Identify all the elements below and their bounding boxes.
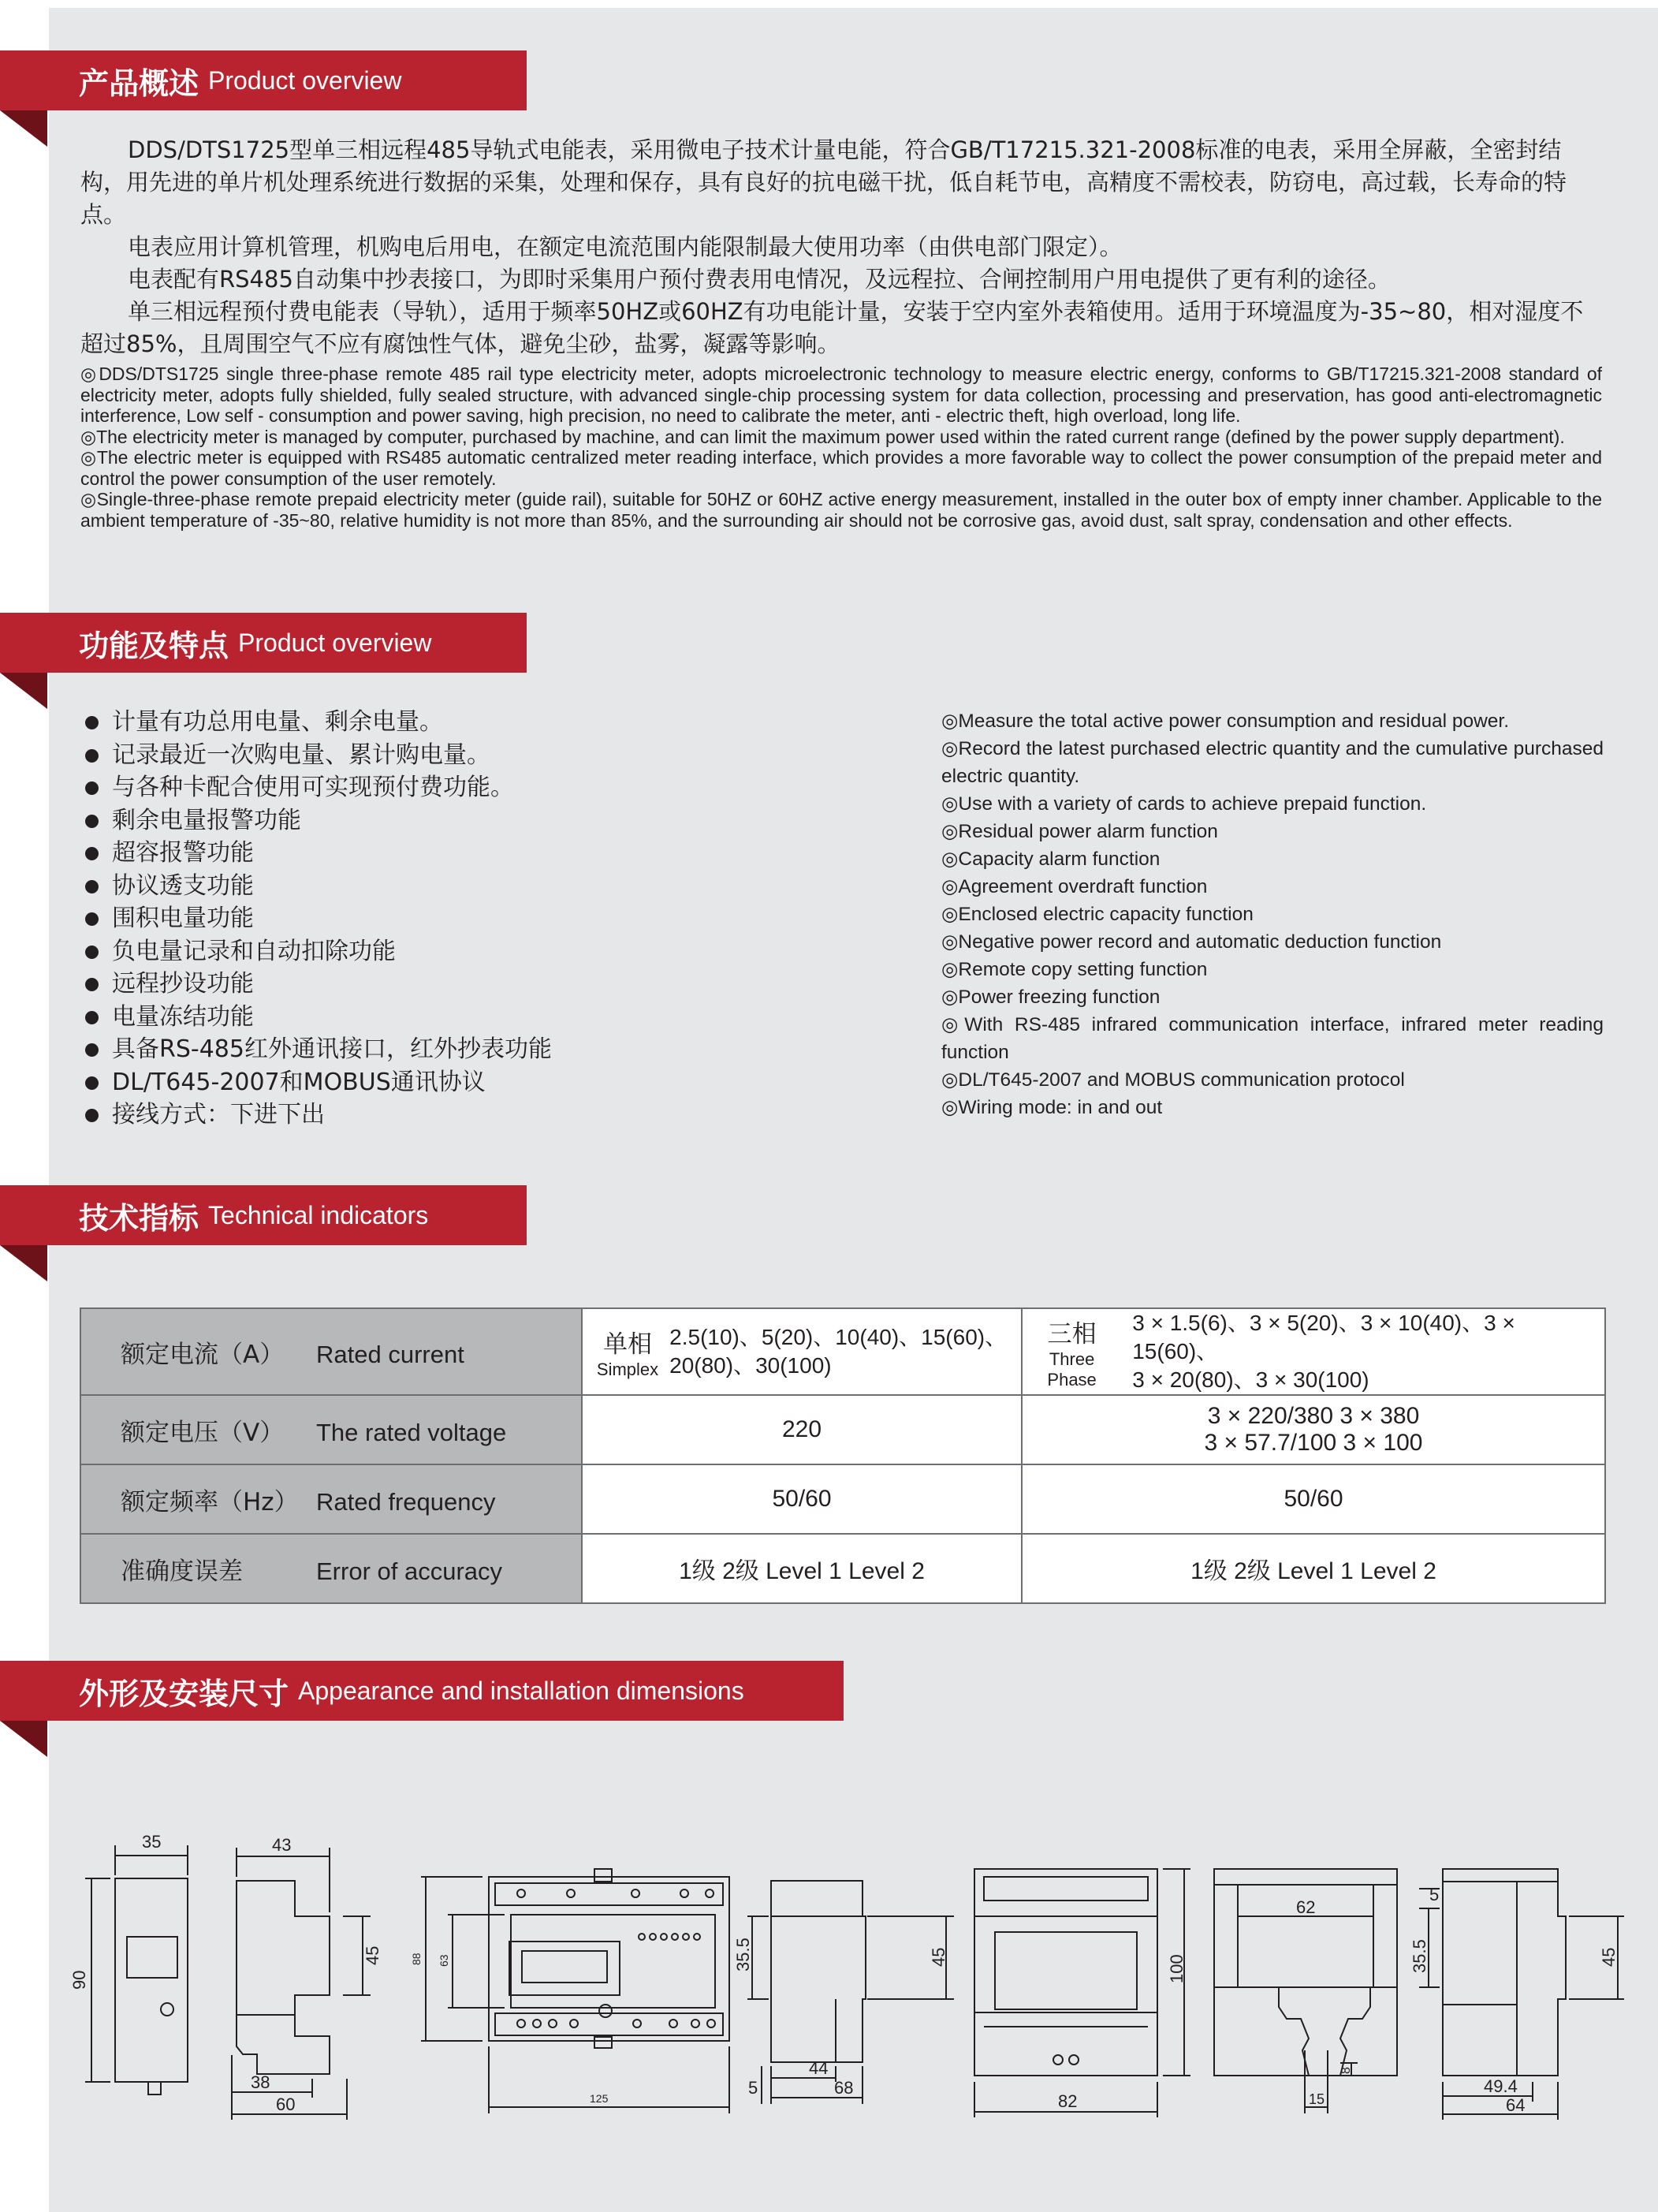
dim-label: 35.5 — [1410, 1939, 1429, 1973]
spec-value-single: 1级 2级 Level 1 Level 2 — [582, 1534, 1022, 1603]
feature-item-en: ◎Agreement overdraft function — [941, 876, 1208, 897]
dim-label: 5 — [1429, 1885, 1440, 1904]
feature-item-en: ◎Negative power record and automatic deduction function — [941, 931, 1442, 953]
dim-label: 63 — [438, 1954, 450, 1967]
dim-label: 5 — [748, 2078, 758, 2098]
feature-item-en: ◎Power freezing function — [941, 987, 1161, 1008]
dim-label: 68 — [834, 2078, 854, 2098]
feature-item: 计量有功总用电量、剩余电量。 — [82, 706, 552, 739]
spec-value-single: 单相 Simplex 2.5(10)、5(20)、10(40)、15(60)、 20(80)、30(100) — [582, 1308, 1022, 1395]
dim-label: 35 — [142, 1832, 162, 1852]
section-title-en: Product overview — [208, 65, 402, 95]
dim-label: 125 — [590, 2092, 609, 2105]
feature-item: 远程抄设功能 — [82, 968, 552, 1001]
feature-item: 负电量记录和自动扣除功能 — [82, 935, 552, 968]
dim-label: 88 — [410, 1953, 423, 1965]
feature-item: 围积电量功能 — [82, 902, 552, 935]
drawing-single-front — [85, 1845, 188, 2094]
feature-item: DL/T645-2007和MOBUS通讯协议 — [82, 1066, 552, 1099]
feature-item: 接线方式：下进下出 — [82, 1099, 552, 1132]
spec-value-single: 220 — [582, 1395, 1022, 1464]
feature-item-en: ◎Capacity alarm function — [941, 849, 1161, 870]
dim-label: 38 — [251, 2072, 270, 2092]
spec-value-three: 3 × 220/380 3 × 380 3 × 57.7/100 3 × 100 — [1022, 1395, 1605, 1464]
drawing-three-front — [421, 1869, 729, 2113]
dim-label: 64 — [1506, 2095, 1526, 2115]
feature-item-en: ◎Record the latest purchased electric quantity and the cumulative purchased electric quantity. — [941, 738, 1604, 787]
spec-label: 额定频率（Hz） Rated frequency — [80, 1464, 582, 1534]
spec-label: 准确度误差 Error of accuracy — [80, 1534, 582, 1603]
feature-item-en: ◎Enclosed electric capacity function — [941, 904, 1254, 925]
section-title-zh: 功能及特点 — [79, 628, 229, 663]
feature-item: 协议透支功能 — [82, 870, 552, 903]
overview-paragraph: 电表配有RS485自动集中抄表接口，为即时采集用户预付费表用电情况，及远程拉、合闸控制用户用电提供了更有利的途径。 — [128, 266, 1391, 293]
feature-item: 超容报警功能 — [82, 837, 552, 870]
dim-label: 49.4 — [1484, 2076, 1518, 2096]
spec-value-three: 1级 2级 Level 1 Level 2 — [1022, 1534, 1605, 1603]
section-title-zh: 技术指标 — [79, 1200, 199, 1236]
feature-item: 具备RS-485红外通讯接口，红外抄表功能 — [82, 1033, 552, 1066]
section-title-en: Appearance and installation dimensions — [298, 1676, 744, 1705]
section-title-en: Product overview — [238, 628, 432, 657]
overview-en-paragraph: ◎Single-three-phase remote prepaid electricity meter (guide rail), suitable for 50HZ or 60HZ active energy measurement, installed in the outer box of empty inner chamber. Applicable to the ambient temperature of -35~80, relative humidity is not more than 85%, and the surrounding air should not be corrosive gas, avoid dust, salt spray, condensation and other effects. — [80, 489, 1602, 531]
dim-label: 44 — [809, 2058, 829, 2078]
dim-label: 60 — [276, 2094, 296, 2114]
overview-en-paragraph: ◎The electricity meter is managed by computer, purchased by machine, and can limit the maximum power used within the rated current range (defined by the power supply department). — [80, 426, 1565, 447]
spec-label: 额定电流（A） Rated current — [80, 1308, 582, 1395]
feature-item: 记录最近一次购电量、累计购电量。 — [82, 739, 552, 772]
section-title-zh: 产品概述 — [79, 65, 199, 101]
overview-en-paragraph: ◎The electric meter is equipped with RS485 automatic centralized meter reading interface, which provides a more favorable way to collect the power consumption of the prepaid meter and control the power consumption of the user remotely. — [80, 447, 1602, 489]
feature-item-en: ◎With RS-485 infrared communication interface, infrared meter reading function — [941, 1014, 1604, 1063]
overview-paragraph: 单三相远程预付费电能表（导轨），适用于频率50HZ或60HZ有功电能计量，安装于空内室外表箱使用。适用于环境温度为-35~80，相对湿度不超过85%，且周围空气不应有腐蚀性气体，避免尘砂，盐雾，凝露等影响。 — [80, 298, 1584, 357]
dim-label: 35.5 — [733, 1938, 753, 1971]
feature-item: 剩余电量报警功能 — [82, 804, 552, 837]
dim-label: 45 — [1599, 1947, 1619, 1967]
overview-paragraph: DDS/DTS1725型单三相远程485导轨式电能表，采用微电子技术计量电能，符合GB/T17215.321-2008标准的电表，采用全屏蔽，全密封结构，用先进的单片机处理系统进行数据的采集，处理和保存，具有良好的抗电磁干扰，低自耗节电，高精度不需校表，防窃电，高过载，长寿命的特点。 — [80, 136, 1567, 228]
feature-item-en: ◎Remote copy setting function — [941, 959, 1208, 980]
feature-item-en: ◎DL/T645-2007 and MOBUS communication protocol — [941, 1069, 1405, 1091]
section-title-en: Technical indicators — [208, 1200, 429, 1229]
feature-item-en: ◎Measure the total active power consumption and residual power. — [941, 711, 1510, 732]
section-title-zh: 外形及安装尺寸 — [79, 1676, 289, 1711]
feature-item: 电量冻结功能 — [82, 1001, 552, 1034]
overview-en-paragraph: ◎DDS/DTS1725 single three-phase remote 485 rail type electricity meter, adopts microelectronic technology to measure electric energy, conforms to GB/T17215.321-2008 standard of electricity meter, adopts fully shielded, fully sealed structure, with advanced single-chip processing system for data collection, processing and preservation, has good anti-electromagnetic interference, Low self - consumption and power saving, high precision, no need to calibrate the meter, anti - electric theft, high overload, long life. — [80, 364, 1602, 426]
dim-label: 90 — [69, 1970, 89, 1990]
spec-value-three: 三相 Three Phase 3 × 1.5(6)、3 × 5(20)、3 × 10(40)、3 × 15(60)、 3 × 20(80)、3 × 30(100) — [1022, 1308, 1605, 1395]
spec-label: 额定电压（V） The rated voltage — [80, 1395, 582, 1464]
spec-value-three: 50/60 — [1022, 1464, 1605, 1534]
feature-item-en: ◎Use with a variety of cards to achieve prepaid function. — [941, 793, 1427, 815]
dim-label: 15 — [1309, 2091, 1325, 2107]
dim-label: 45 — [929, 1947, 948, 1967]
dim-label: 43 — [272, 1835, 292, 1855]
drawing-three-top — [974, 1869, 1190, 2117]
overview-paragraph: 电表应用计算机管理，机购电后用电，在额定电流范围内能限制最大使用功率（由供电部门限定）。 — [128, 233, 1123, 260]
feature-item-en: ◎Residual power alarm function — [941, 821, 1218, 842]
dim-label: 100 — [1167, 1954, 1187, 1983]
feature-item: 与各种卡配合使用可实现预付费功能。 — [82, 771, 552, 804]
drawing-three-side-2 — [1419, 1869, 1624, 2120]
spec-value-single: 50/60 — [582, 1464, 1022, 1534]
dim-label: 62 — [1296, 1897, 1316, 1917]
dim-label: 82 — [1058, 2091, 1078, 2111]
dim-label: 45 — [363, 1945, 382, 1965]
dim-label: 8 — [1339, 2067, 1353, 2074]
drawing-three-side — [747, 1881, 954, 2104]
feature-item-en: ◎Wiring mode: in and out — [941, 1097, 1163, 1118]
